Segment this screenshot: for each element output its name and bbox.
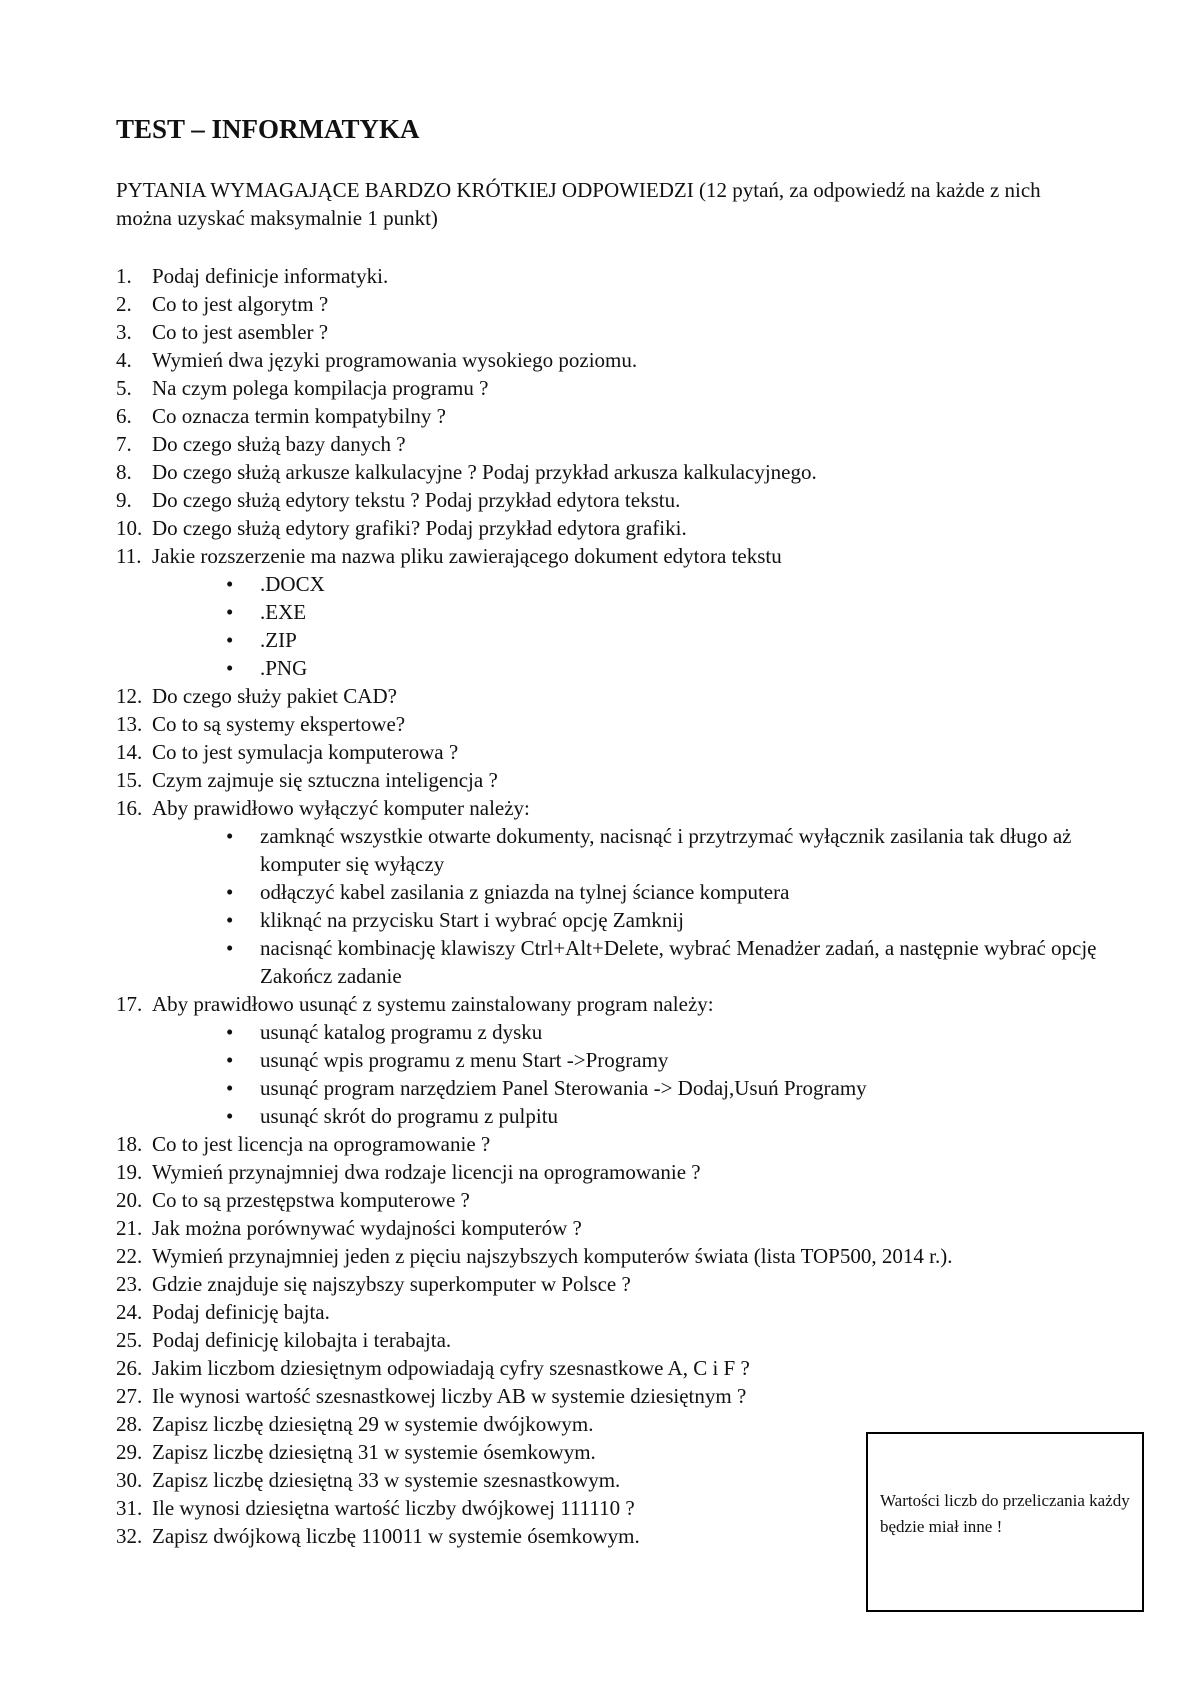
question-text: Aby prawidłowo wyłączyć komputer należy: — [152, 796, 530, 820]
bullet-icon: • — [226, 1020, 234, 1044]
answer-option-text: nacisnąć kombinację klawiszy Ctrl+Alt+Delete, wybrać Menadżer zadań, a następnie wybrać opcję Zakończ zadanie — [260, 936, 1097, 988]
question-number: 25. — [116, 1328, 143, 1352]
question-text: Jakim liczbom dziesiętnym odpowiadają cyfry szesnastkowe A, C i F ? — [152, 1356, 750, 1380]
question-number: 3. — [116, 320, 132, 344]
question-number: 28. — [116, 1412, 143, 1436]
question-text: Ile wynosi dziesiętna wartość liczby dwójkowej 111110 ? — [152, 1496, 635, 1520]
question-list — [116, 262, 1097, 1550]
question-text: Wymień przynajmniej dwa rodzaje licencji na oprogramowanie ? — [152, 1160, 701, 1184]
question-text: Wymień przynajmniej jeden z pięciu najszybszych komputerów świata (lista TOP500, 2014 r.). — [152, 1244, 953, 1268]
question-number: 26. — [116, 1356, 143, 1380]
question-number: 18. — [116, 1132, 143, 1156]
question-text: Co to jest licencja na oprogramowanie ? — [152, 1132, 491, 1156]
question-text: Podaj definicję bajta. — [152, 1300, 330, 1324]
question-item — [116, 710, 1076, 738]
answer-option-text: zamknąć wszystkie otwarte dokumenty, nacisnąć i przytrzymać wyłącznik zasilania tak długo aż komputer się wyłączy — [260, 824, 1072, 876]
question-text: Co to jest symulacja komputerowa ? — [152, 740, 459, 764]
question-item — [116, 514, 1076, 542]
question-text: Aby prawidłowo usunąć z systemu zainstalowany program należy: — [152, 992, 714, 1016]
question-item — [116, 1214, 1076, 1242]
question-number: 29. — [116, 1440, 143, 1464]
bullet-icon: • — [226, 1104, 234, 1128]
question-text: Podaj definicje informatyki. — [152, 264, 389, 288]
answer-option — [152, 1018, 1120, 1046]
bullet-icon: • — [226, 936, 234, 960]
question-text: Co oznacza termin kompatybilny ? — [152, 404, 446, 428]
answer-option — [152, 570, 1120, 598]
question-number: 1. — [116, 264, 132, 288]
question-item — [116, 990, 1076, 1130]
question-text: Do czego służy pakiet CAD? — [152, 684, 397, 708]
question-item — [116, 318, 1076, 346]
question-text: Czym zajmuje się sztuczna inteligencja ? — [152, 768, 498, 792]
question-text: Gdzie znajduje się najszybszy superkomputer w Polsce ? — [152, 1272, 631, 1296]
question-number: 12. — [116, 684, 143, 708]
question-item — [116, 766, 1076, 794]
bullet-icon: • — [226, 656, 234, 680]
answer-option — [152, 1074, 1120, 1102]
question-text: Zapisz dwójkową liczbę 110011 w systemie ósemkowym. — [152, 1524, 640, 1548]
answer-option — [152, 1102, 1120, 1130]
question-number: 24. — [116, 1300, 143, 1324]
question-item — [116, 794, 1097, 990]
question-text: Zapisz liczbę dziesiętną 33 w systemie szesnastkowym. — [152, 1468, 621, 1492]
answer-option-text: usunąć katalog programu z dysku — [260, 1020, 543, 1044]
question-number: 23. — [116, 1272, 143, 1296]
page-title: TEST – INFORMATYKA — [116, 114, 420, 144]
question-text: Jakie rozszerzenie ma nazwa pliku zawierającego dokument edytora tekstu — [152, 544, 782, 568]
question-item — [116, 1298, 1076, 1326]
question-text: Ile wynosi wartość szesnastkowej liczby AB w systemie dziesiętnym ? — [152, 1384, 747, 1408]
note-text: Wartości liczb do przeliczania każdy będzie miał inne ! — [880, 1491, 1130, 1536]
question-item — [116, 290, 1076, 318]
question-number: 21. — [116, 1216, 143, 1240]
question-text: Do czego służą edytory grafiki? Podaj przykład edytora grafiki. — [152, 516, 687, 540]
question-number: 19. — [116, 1160, 143, 1184]
answer-option — [152, 934, 1120, 990]
question-number: 2. — [116, 292, 132, 316]
question-number: 27. — [116, 1384, 143, 1408]
question-number: 11. — [116, 544, 142, 568]
answer-option — [152, 822, 1120, 878]
question-number: 16. — [116, 796, 143, 820]
question-text: Co to są przestępstwa komputerowe ? — [152, 1188, 470, 1212]
answer-option-list — [152, 570, 1076, 682]
question-item — [116, 1270, 1076, 1298]
question-text: Wymień dwa języki programowania wysokiego poziomu. — [152, 348, 638, 372]
question-item — [116, 1354, 1076, 1382]
question-item — [116, 430, 1076, 458]
answer-option-text: .PNG — [260, 656, 308, 680]
question-number: 9. — [116, 488, 132, 512]
section-intro: PYTANIA WYMAGAJĄCE BARDZO KRÓTKIEJ ODPOWIEDZI (12 pytań, za odpowiedź na każde z nich można uzyskać maksymalnie 1 punkt) — [116, 178, 1041, 230]
question-text: Do czego służą edytory tekstu ? Podaj przykład edytora tekstu. — [152, 488, 681, 512]
question-item — [116, 346, 1076, 374]
question-number: 6. — [116, 404, 132, 428]
question-number: 31. — [116, 1496, 143, 1520]
answer-option-list — [152, 1018, 1076, 1130]
question-number: 20. — [116, 1188, 143, 1212]
question-number: 17. — [116, 992, 143, 1016]
bullet-icon: • — [226, 824, 234, 848]
question-text: Do czego służą arkusze kalkulacyjne ? Podaj przykład arkusza kalkulacyjnego. — [152, 460, 817, 484]
bullet-icon: • — [226, 1076, 234, 1100]
question-number: 13. — [116, 712, 143, 736]
question-item — [116, 262, 1076, 290]
answer-option-text: .ZIP — [260, 628, 297, 652]
question-text: Co to jest algorytm ? — [152, 292, 329, 316]
bullet-icon: • — [226, 880, 234, 904]
question-item — [116, 682, 1076, 710]
question-item — [116, 402, 1076, 430]
question-number: 5. — [116, 376, 132, 400]
bullet-icon: • — [226, 572, 234, 596]
bullet-icon: • — [226, 908, 234, 932]
question-number: 4. — [116, 348, 132, 372]
question-text: Podaj definicję kilobajta i terabajta. — [152, 1328, 452, 1352]
question-number: 8. — [116, 460, 132, 484]
question-item — [116, 1158, 1076, 1186]
question-item — [116, 1382, 1076, 1410]
question-number: 30. — [116, 1468, 143, 1492]
answer-option — [152, 626, 1120, 654]
question-item — [116, 458, 1076, 486]
question-item — [116, 1130, 1076, 1158]
question-number: 22. — [116, 1244, 143, 1268]
question-number: 7. — [116, 432, 132, 456]
answer-option-text: usunąć wpis programu z menu Start ->Programy — [260, 1048, 669, 1072]
question-text: Co to jest asembler ? — [152, 320, 329, 344]
answer-option-text: kliknąć na przycisku Start i wybrać opcję Zamknij — [260, 908, 684, 932]
question-text: Jak można porównywać wydajności komputerów ? — [152, 1216, 582, 1240]
question-item — [116, 1186, 1076, 1214]
question-text: Zapisz liczbę dziesiętną 29 w systemie dwójkowym. — [152, 1412, 594, 1436]
bullet-icon: • — [226, 1048, 234, 1072]
note-box — [866, 1432, 1144, 1612]
answer-option — [152, 598, 1120, 626]
question-text: Na czym polega kompilacja programu ? — [152, 376, 489, 400]
question-item — [116, 738, 1076, 766]
question-item — [116, 1242, 1076, 1270]
question-number: 15. — [116, 768, 143, 792]
question-number: 10. — [116, 516, 143, 540]
question-text: Co to są systemy ekspertowe? — [152, 712, 406, 736]
answer-option-text: odłączyć kabel zasilania z gniazda na tylnej ściance komputera — [260, 880, 790, 904]
question-number: 14. — [116, 740, 143, 764]
question-text: Zapisz liczbę dziesiętną 31 w systemie ósemkowym. — [152, 1440, 596, 1464]
answer-option — [152, 906, 1120, 934]
bullet-icon: • — [226, 600, 234, 624]
bullet-icon: • — [226, 628, 234, 652]
answer-option-text: usunąć skrót do programu z pulpitu — [260, 1104, 559, 1128]
answer-option-text: usunąć program narzędziem Panel Sterowania -> Dodaj,Usuń Programy — [260, 1076, 867, 1100]
question-text: Do czego służą bazy danych ? — [152, 432, 406, 456]
question-number: 32. — [116, 1524, 143, 1548]
answer-option — [152, 1046, 1120, 1074]
question-item — [116, 1326, 1076, 1354]
answer-option-text: .EXE — [260, 600, 307, 624]
answer-option — [152, 878, 1120, 906]
question-item — [116, 374, 1076, 402]
answer-option — [152, 654, 1120, 682]
answer-option-text: .DOCX — [260, 572, 325, 596]
question-item — [116, 486, 1076, 514]
question-item — [116, 542, 1076, 682]
answer-option-list — [152, 822, 1097, 990]
